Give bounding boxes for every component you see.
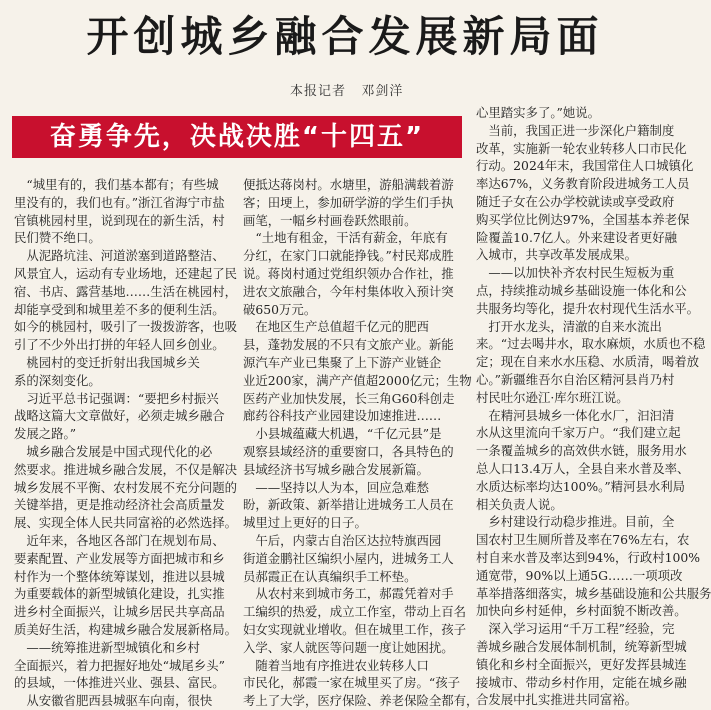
text-line: 水从这里流向千家万户。“我们建立起: [476, 425, 681, 441]
text-line: 从安徽省肥西县城驱车向南，很快: [14, 693, 213, 709]
text-line: 随迁子女在公办学校就读或享受政府: [476, 193, 675, 209]
text-line: 工编织的热爱，成立工作室，带动上百名: [243, 604, 467, 620]
text-line: 展、实现全体人民共同富裕的必然选择。: [14, 515, 238, 531]
text-line: 村民吐尔逊江·库尔班江说。: [476, 389, 629, 405]
text-line: 系的深刻变化。: [14, 372, 101, 388]
text-line: ——坚持以人为本，回应急难愁: [243, 479, 429, 495]
text-line: 关键举措，更是推动经济社会高质量发: [14, 497, 225, 513]
text-line: 购买学位比例达97%，全国基本养老保: [476, 211, 690, 227]
text-line: 共服务均等化，提升农村现代生活水平。: [476, 300, 700, 316]
text-line: 市民化，郝霞一家在城里买了房。“孩子: [243, 675, 460, 691]
text-line: 改革，实施新一轮农业转移人口市民化: [476, 140, 687, 156]
text-line: ——统筹推进新型城镇化和乡村: [14, 639, 200, 655]
text-line: 画笔，一幅乡村画卷跃然眼前。: [243, 212, 417, 228]
text-line: 质美好生活，构建城乡融合发展新格局。: [14, 621, 238, 637]
text-line: 说。蒋岗村通过党组织领办合作社，推: [243, 265, 454, 281]
text-line: 城里过上更好的日子。: [243, 515, 367, 531]
text-line: 习近平总书记强调：“要把乡村振兴: [14, 390, 219, 406]
text-line: 里没有的，我们也有。”浙江省海宁市盐: [14, 194, 225, 210]
text-line: 入城市，共享改革发展成果。: [476, 247, 638, 263]
text-line: 行动。2024年末，我国常住人口城镇化: [476, 158, 694, 174]
text-line: 为重要载体的新型城镇化建设，扎实推: [14, 586, 225, 602]
text-line: 城乡融合发展是中国式现代化的必: [14, 443, 213, 459]
text-line: 廊药谷科技产业园建设加速推进……: [243, 408, 442, 424]
text-line: 乡村建设行动稳步推进。目前，全: [476, 514, 675, 530]
text-line: 定；现在自来水水压稳、水质清，喝着放: [476, 354, 700, 370]
text-line: “土地有租金，干活有薪金，年底有: [243, 230, 448, 246]
text-line: 源汽车产业已集聚了上下游产业链企: [243, 354, 442, 370]
text-line: 在精河县城乡一体化水厂，汩汩清: [476, 407, 675, 423]
text-column-2: [243, 176, 479, 709]
text-line: 观察县域经济的重要窗口，各具特色的: [243, 443, 454, 459]
article-headline: 开创城乡融合发展新局面: [86, 12, 604, 61]
text-line: 国农村卫生厕所普及率在76%左右，农: [476, 532, 690, 548]
text-line: 风景宜人，运动有专业场地，还建起了民: [14, 265, 238, 281]
text-line: 心里踏实多了。”她说。: [476, 105, 601, 120]
text-line: 午后，内蒙古自治区达拉特旗西园: [243, 532, 442, 548]
text-line: 来。“过去喝井水，取水麻烦，水质也不稳: [476, 336, 706, 352]
text-line: 城乡发展不平衡、农村发展不充分问题的: [14, 479, 238, 495]
text-line: 深入学习运用“千万工程”经验，完: [476, 621, 675, 637]
text-line: 水质达标率均达100%。”精河县水利局: [476, 478, 686, 494]
text-line: 街道金鹏社区编织小屋内，进城务工人: [243, 550, 454, 566]
text-line: 点，持续推动城乡基础设施一体化和公: [476, 282, 687, 298]
text-column-3: [476, 104, 711, 708]
text-line: 当前，我国正进一步深化户籍制度: [476, 122, 675, 138]
text-line: 员郝霞正在认真编织手工杯垫。: [243, 568, 417, 584]
byline: 本报记者 邓剑洋: [290, 84, 404, 99]
text-line: 然要求。推进城乡融合发展，不仅是解决: [14, 461, 238, 477]
text-line: 分红，在家门口就能挣钱。”村民郑成胜: [243, 248, 454, 264]
text-line: 接城市、带动乡村作用，定能在城乡融: [476, 674, 687, 690]
text-line: 率达67%，义务教育阶段进城务工人员: [476, 176, 690, 192]
text-line: 桃园村的变迁折射出我国城乡关: [14, 354, 200, 370]
text-line: 近年来，各地区各部门在规划布局、: [14, 532, 225, 548]
text-line: 从农村来到城市务工，郝霞凭着对手: [243, 586, 454, 602]
text-line: 客；田埂上，参加研学游的学生们手执: [243, 194, 454, 210]
text-line: 如今的桃园村，吸引了一拨拨游客，也吸: [14, 319, 238, 335]
text-line: 宿、书店、露营基地……生活在桃园村，: [14, 283, 238, 299]
text-line: 官镇桃园村里，说到现在的新生活，村: [14, 212, 225, 228]
text-line: 考上了大学，医疗保险、养老保险全都有，: [243, 693, 479, 709]
text-line: 相关负责人说。: [476, 496, 563, 512]
text-line: 发展之路。”: [14, 426, 77, 442]
text-column-1: [14, 176, 238, 709]
text-line: 民们赞不绝口。: [14, 230, 101, 246]
text-line: 业近200家，满产产值超2000亿元；生物: [243, 372, 472, 388]
text-line: 加快向乡村延伸，乡村面貌不断改善。: [476, 603, 687, 619]
text-line: 通宽带，90%以上通5G……一项项改: [476, 567, 683, 583]
text-line: 盼，新政策、新举措让进城务工人员在: [243, 497, 454, 513]
text-line: 破650万元。: [243, 301, 317, 317]
text-line: 医药产业加快发展，长三角G60科创走: [243, 390, 455, 406]
text-line: 小县城蕴藏大机遇，“千亿元县”是: [243, 426, 442, 442]
text-line: 村自来水普及率达到94%，行政村100%: [476, 549, 701, 565]
text-line: “城里有的，我们基本都有；有些城: [14, 177, 219, 192]
text-line: ——以加快补齐农村民生短板为重: [476, 265, 675, 281]
text-line: 从泥路坑洼、河道淤塞到道路整洁、: [14, 248, 225, 264]
text-line: 的县域，一体推进兴业、强县、富民。: [14, 675, 225, 691]
section-banner: 奋勇争先，决战决胜“十四五”: [12, 116, 462, 158]
text-line: 一条覆盖城乡的高效供水链，服务用水: [476, 443, 687, 459]
text-line: 却能享受到和城里差不多的便利生活。: [14, 301, 225, 317]
text-line: 入学、家人就医等问题一度让她困扰。: [243, 639, 454, 655]
text-line: 善城乡融合发展体制机制，统筹新型城: [476, 638, 687, 654]
text-line: 险覆盖10.7亿人。外来建设者更好融: [476, 229, 678, 245]
text-line: 在地区生产总值超千亿元的肥西: [243, 319, 429, 335]
text-line: 进农文旅融合，今年村集体收入预计突: [243, 283, 454, 299]
text-line: 要素配置、产业发展等方面把城市和乡: [14, 550, 225, 566]
text-line: 全面振兴，着力把握好地处“城尾乡头”: [14, 657, 225, 673]
text-line: 县域经济书写城乡融合发展新篇。: [243, 461, 429, 477]
text-line: 总人口13.4万人，全县自来水普及率、: [476, 460, 690, 476]
text-line: 打开水龙头，清澈的自来水流出: [476, 318, 662, 334]
text-line: 革举措落细落实，城乡基础设施和公共服务: [476, 585, 711, 601]
text-line: 进乡村全面振兴，让城乡居民共享高品: [14, 604, 225, 620]
text-line: 心。”新疆维吾尔自治区精河县肖乃村: [476, 371, 675, 387]
text-line: 镇化和乡村全面振兴，更好发挥县城连: [476, 656, 687, 672]
text-line: 合发展中扎实推进共同富裕。: [476, 692, 638, 708]
text-line: 村作为一个整体统筹谋划，推进以县城: [14, 568, 225, 584]
text-line: 随着当地有序推进农业转移人口: [243, 657, 429, 673]
text-line: 战略这篇大文章做好，必须走城乡融合: [14, 408, 225, 424]
text-line: 县，蓬勃发展的不只有文旅产业。新能: [243, 337, 454, 353]
text-line: 妇女实现就业增收。但在城里工作，孩子: [243, 621, 467, 637]
text-line: 便抵达蒋岗村。水塘里，游船满载着游: [243, 177, 454, 192]
text-line: 引了不少外出打拼的年轻人回乡创业。: [14, 337, 225, 353]
